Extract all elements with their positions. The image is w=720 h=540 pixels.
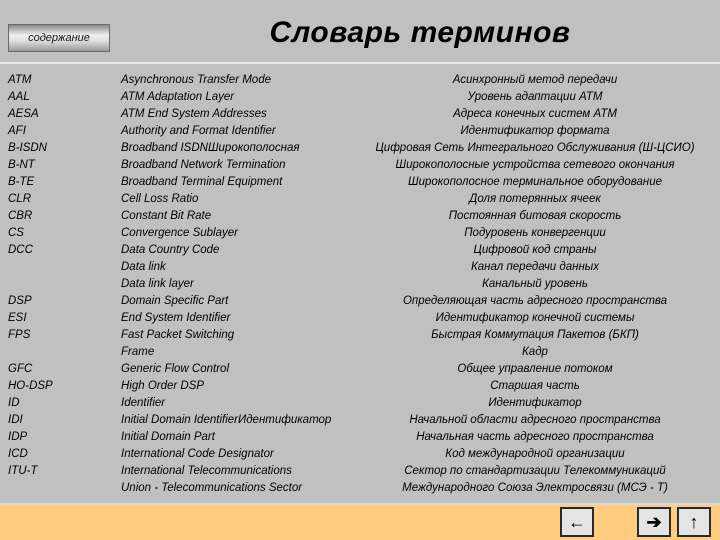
arrow-right-icon: ➔ — [646, 511, 662, 532]
next-button[interactable] — [637, 507, 671, 537]
glossary-row — [0, 176, 720, 193]
arrow-up-icon: ↑ — [689, 511, 699, 532]
term-russian: Старшая часть — [490, 380, 580, 392]
glossary-row — [0, 397, 720, 414]
term-abbreviation: IDI — [8, 414, 23, 426]
glossary-row — [0, 482, 720, 499]
term-english: High Order DSP — [121, 380, 205, 392]
glossary-row — [0, 363, 720, 380]
term-russian: Международного Союза Электросвязи (МСЭ - Т) — [402, 482, 668, 494]
term-abbreviation: CS — [8, 227, 24, 239]
term-english: Cell Loss Ratio — [121, 193, 199, 205]
glossary-row — [0, 329, 720, 346]
term-english: Domain Specific Part — [121, 295, 229, 307]
term-english: Initial Domain Part — [121, 431, 215, 443]
glossary-row — [0, 91, 720, 108]
term-abbreviation: B-TE — [8, 176, 35, 188]
glossary-row — [0, 278, 720, 295]
term-abbreviation: B-NT — [8, 159, 35, 171]
term-english: Fast Packet Switching — [121, 329, 235, 341]
term-russian: Канал передачи данных — [471, 261, 599, 273]
term-abbreviation: HO-DSP — [8, 380, 53, 392]
term-russian: Идентификатор формата — [460, 125, 610, 137]
term-abbreviation: AESA — [8, 108, 39, 120]
term-english: Data Country Code — [121, 244, 220, 256]
term-english: Authority and Format Identifier — [121, 125, 276, 137]
term-english: Initial Domain IdentifierИдентификатор — [121, 414, 332, 426]
glossary-row — [0, 380, 720, 397]
term-english: End System Identifier — [121, 312, 231, 324]
term-abbreviation: CBR — [8, 210, 33, 222]
term-abbreviation: FPS — [8, 329, 31, 341]
back-button[interactable] — [560, 507, 594, 537]
glossary-row — [0, 244, 720, 261]
term-russian: Код международной организации — [445, 448, 625, 460]
term-abbreviation: DCC — [8, 244, 33, 256]
term-russian: Доля потерянных ячеек — [469, 193, 601, 205]
glossary-row — [0, 125, 720, 142]
term-abbreviation: B-ISDN — [8, 142, 47, 154]
term-russian: Канальный уровень — [482, 278, 588, 290]
term-english: Identifier — [121, 397, 166, 409]
up-button[interactable] — [677, 507, 711, 537]
term-russian: Подуровень конвергенции — [464, 227, 606, 239]
term-russian: Идентификатор конечной системы — [435, 312, 635, 324]
term-russian: Адреса конечных систем ATM — [453, 108, 617, 120]
glossary-row — [0, 448, 720, 465]
term-english: ATM Adaptation Layer — [121, 91, 235, 103]
glossary-row — [0, 142, 720, 159]
glossary-row — [0, 431, 720, 448]
glossary-row — [0, 193, 720, 210]
glossary-row — [0, 346, 720, 363]
term-english: Data link — [121, 261, 166, 273]
glossary-row — [0, 465, 720, 482]
glossary-row — [0, 227, 720, 244]
term-abbreviation: DSP — [8, 295, 32, 307]
term-russian: Определяющая часть адресного пространства — [402, 295, 668, 307]
term-english: Generic Flow Control — [121, 363, 230, 375]
term-english: Convergence Sublayer — [121, 227, 238, 239]
glossary-table — [0, 74, 720, 499]
term-abbreviation: CLR — [8, 193, 32, 205]
arrow-left-icon: ← — [568, 511, 586, 532]
term-english: ATM End System Addresses — [121, 108, 267, 120]
term-abbreviation: GFC — [8, 363, 33, 375]
glossary-row — [0, 159, 720, 176]
term-russian: Постоянная битовая скорость — [448, 210, 622, 222]
glossary-row — [0, 414, 720, 431]
term-russian: Начальной области адресного пространства — [409, 414, 661, 426]
glossary-row — [0, 74, 720, 91]
term-russian: Общее управление потоком — [457, 363, 613, 375]
term-english: Union - Telecommunications Sector — [121, 482, 303, 494]
term-english: International Code Designator — [121, 448, 274, 460]
term-russian: Цифровая Сеть Интегрального Обслуживания (Ш-ЦСИО) — [375, 142, 695, 154]
term-russian: Сектор по стандартизации Телекоммуникаций — [404, 465, 666, 477]
term-russian: Начальная часть адресного пространства — [416, 431, 654, 443]
term-english: International Telecommunications — [121, 465, 292, 477]
term-english: Asynchronous Transfer Mode — [121, 74, 271, 86]
term-abbreviation: AFI — [8, 125, 26, 137]
term-abbreviation: ITU-T — [8, 465, 38, 477]
term-abbreviation: ESI — [8, 312, 27, 324]
contents-button[interactable]: содержание — [8, 24, 110, 52]
glossary-row — [0, 312, 720, 329]
term-russian: Идентификатор — [488, 397, 582, 409]
term-russian: Широкополосные устройства сетевого окончания — [395, 159, 675, 171]
term-russian: Цифровой код страны — [473, 244, 597, 256]
term-english: Frame — [121, 346, 155, 358]
term-russian: Быстрая Коммутация Пакетов (БКП) — [431, 329, 639, 341]
term-abbreviation: ICD — [8, 448, 28, 460]
footer-bar — [0, 505, 720, 540]
glossary-row — [0, 295, 720, 312]
term-russian: Кадр — [522, 346, 548, 358]
glossary-row — [0, 210, 720, 227]
top-divider — [0, 62, 720, 64]
term-abbreviation: ATM — [8, 74, 32, 86]
glossary-row — [0, 261, 720, 278]
term-russian: Уровень адаптации ATM — [467, 91, 603, 103]
term-abbreviation: ID — [8, 397, 20, 409]
term-english: Data link layer — [121, 278, 194, 290]
term-english: Broadband Terminal Equipment — [121, 176, 283, 188]
term-english: Broadband Network Termination — [121, 159, 286, 171]
term-abbreviation: IDP — [8, 431, 28, 443]
page-title: Словарь терминов — [269, 16, 571, 49]
term-english: Broadband ISDNШирокополосная — [121, 142, 300, 154]
term-english: Constant Bit Rate — [121, 210, 212, 222]
term-russian: Широкополосное терминальное оборудование — [407, 176, 663, 188]
term-abbreviation: AAL — [8, 91, 30, 103]
glossary-row — [0, 108, 720, 125]
term-russian: Асинхронный метод передачи — [452, 74, 618, 86]
